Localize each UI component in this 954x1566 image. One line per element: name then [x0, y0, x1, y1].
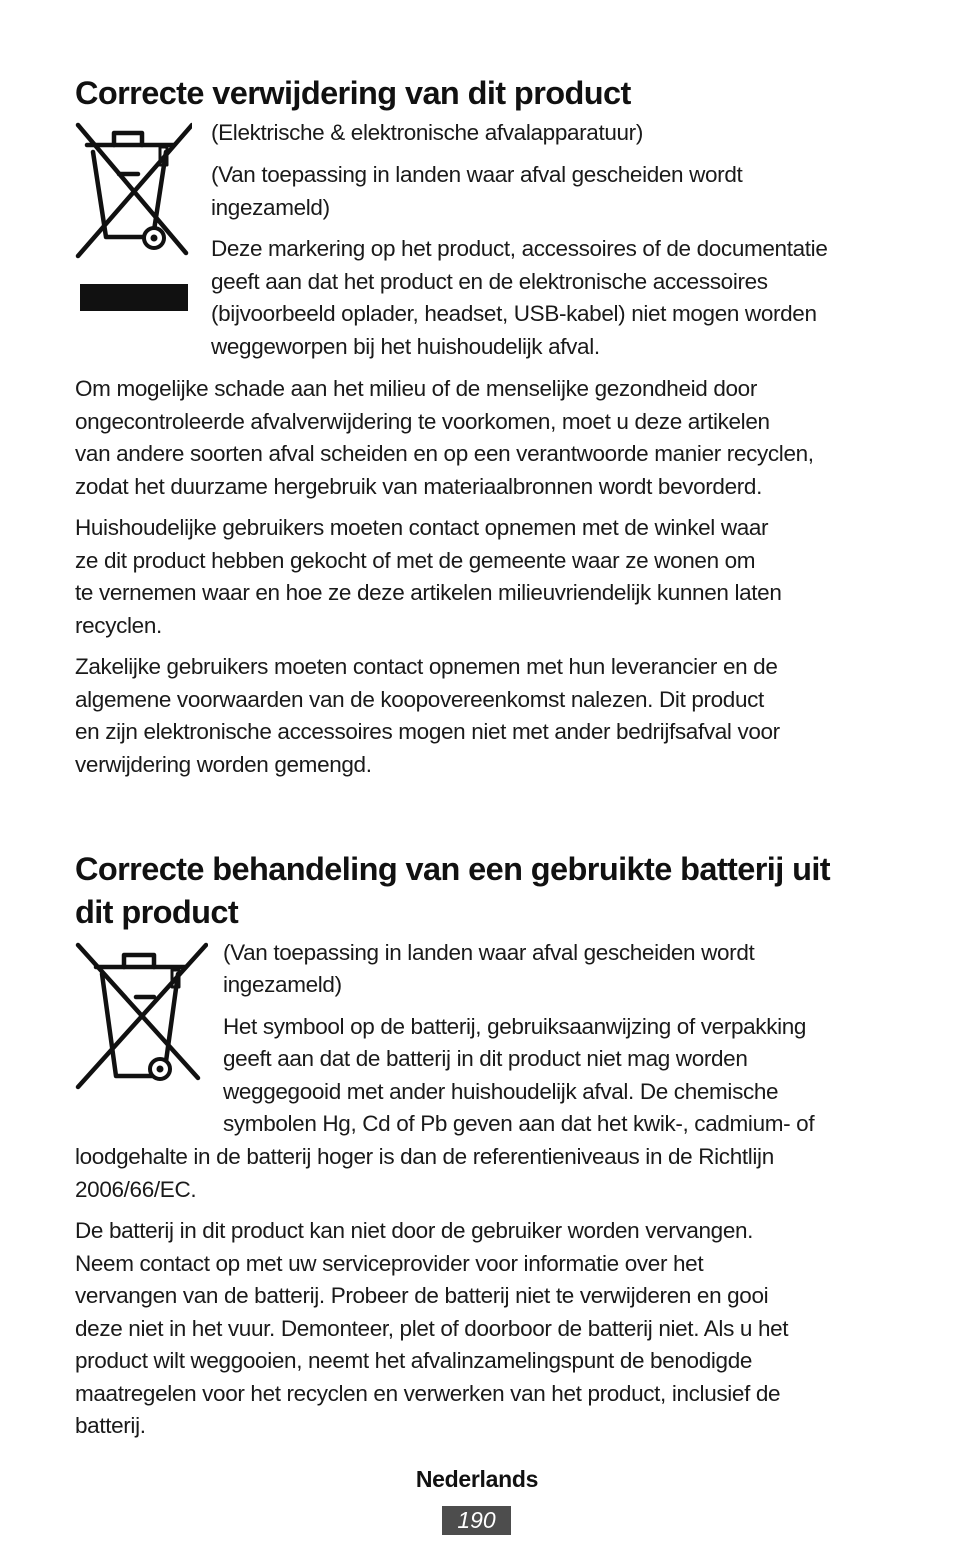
battery-para-line-3: vervangen van de batterij. Probeer de batterij niet te verwijderen en gooi: [75, 1283, 769, 1308]
weee-line-7: weggeworpen bij het huishoudelijk afval.: [211, 334, 600, 359]
para3-line-1: Zakelijke gebruikers moeten contact opnemen met hun leverancier en de: [75, 654, 778, 679]
para2-line-2: ze dit product hebben gekocht of met de gemeente waar ze wonen om: [75, 548, 756, 573]
footer-language: Nederlands: [415, 1466, 539, 1492]
battery-line-3: Het symbool op de batterij, gebruiksaanwijzing of verpakking: [223, 1014, 807, 1039]
battery-line-4: geeft aan dat de batterij in dit product niet mag worden: [223, 1046, 748, 1071]
para3-line-3: en zijn elektronische accessoires mogen niet met ander bedrijfsafval voor: [75, 719, 780, 744]
weee-crossed-bin-icon: [74, 122, 192, 262]
para3-line-4: verwijdering worden gemengd.: [75, 752, 372, 777]
weee-line-1: (Elektrische & elektronische afvalapparatuur): [211, 120, 643, 145]
para1-line-3: van andere soorten afval scheiden en op een verantwoorde manier recyclen,: [75, 441, 814, 466]
para2-line-3: te vernemen waar en hoe ze deze artikelen milieuvriendelijk kunnen laten: [75, 580, 782, 605]
weee-line-5: geeft aan dat het product en de elektronische accessoires: [211, 269, 768, 294]
battery-line-2: ingezameld): [223, 972, 342, 997]
section-title-battery-line-2: dit product: [75, 894, 239, 930]
para1-line-4: zodat het duurzame hergebruik van materiaalbronnen wordt bevorderd.: [75, 474, 762, 499]
battery-para-line-1: De batterij in dit product kan niet door de gebruiker worden vervangen.: [75, 1218, 754, 1243]
page-number: 190: [442, 1506, 511, 1535]
para1-line-2: ongecontroleerde afvalverwijdering te voorkomen, moet u deze artikelen: [75, 409, 770, 434]
battery-cont-line-2: 2006/66/EC.: [75, 1177, 197, 1202]
weee-line-2: (Van toepassing in landen waar afval gescheiden wordt: [211, 162, 743, 187]
weee-line-4: Deze markering op het product, accessoires of de documentatie: [211, 236, 828, 261]
battery-para-line-6: maatregelen voor het recyclen en verwerken van het product, inclusief de: [75, 1381, 781, 1406]
para1-line-1: Om mogelijke schade aan het milieu of de menselijke gezondheid door: [75, 376, 757, 401]
battery-line-1: (Van toepassing in landen waar afval gescheiden wordt: [223, 940, 755, 965]
battery-crossed-bin-icon: [74, 942, 208, 1092]
battery-line-5: weggegooid met ander huishoudelijk afval. De chemische: [223, 1079, 779, 1104]
battery-line-6: symbolen Hg, Cd of Pb geven aan dat het kwik-, cadmium- of: [223, 1111, 815, 1136]
weee-date-bar: [80, 284, 188, 311]
para3-line-2: algemene voorwaarden van de koopovereenkomst nalezen. Dit product: [75, 687, 764, 712]
battery-para-line-5: product wilt weggooien, neemt het afvalinzamelingspunt de benodigde: [75, 1348, 753, 1373]
para2-line-4: recyclen.: [75, 613, 162, 638]
section-title-disposal: Correcte verwijdering van dit product: [75, 75, 631, 111]
para2-line-1: Huishoudelijke gebruikers moeten contact opnemen met de winkel waar: [75, 515, 769, 540]
weee-line-3: ingezameld): [211, 195, 330, 220]
weee-line-6: (bijvoorbeeld oplader, headset, USB-kabel) niet mogen worden: [211, 301, 817, 326]
section-title-battery-line-1: Correcte behandeling van een gebruikte batterij uit: [75, 851, 830, 887]
battery-cont-line-1: loodgehalte in de batterij hoger is dan de referentieniveaus in de Richtlijn: [75, 1144, 774, 1169]
battery-para-line-4: deze niet in het vuur. Demonteer, plet of doorboor de batterij niet. Als u het: [75, 1316, 789, 1341]
battery-para-line-7: batterij.: [75, 1413, 146, 1438]
battery-para-line-2: Neem contact op met uw serviceprovider voor informatie over het: [75, 1251, 704, 1276]
